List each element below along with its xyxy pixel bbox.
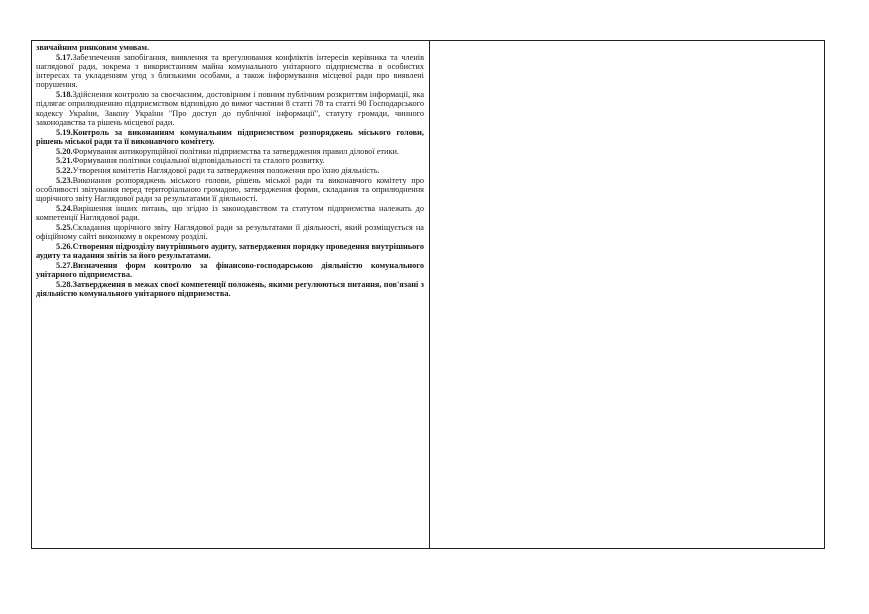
paragraph-5-19: 5.19.Контроль за виконанням комунальним підприємством розпоряджень міського голови, рішень міської ради та її виконавчого комітету. [36, 127, 424, 146]
paragraph-5-20: 5.20.Формування антикорупційної політики підприємства та затвердження правил ділової етики. [56, 146, 400, 156]
paragraph-5-26: 5.26.Створення підрозділу внутрішнього аудиту, затвердження порядку проведення внутрішнього аудиту та надання звітів за його результатами. [36, 242, 424, 261]
paragraph-5-21: 5.21.Формування політики соціальної відповідальності та сталого розвитку. [56, 156, 325, 166]
document-table [31, 40, 825, 549]
right-column [430, 41, 824, 548]
paragraph-5-17: 5.17.Забезпечення запобігання, виявлення та врегулювання конфліктів інтересів керівника та членів наглядової ради, зокрема з використанням майна комунального унітарного підприємства в особистих інтересах та укладенням угод з близькими особами, а також інформування місцевої ради про виявлені порушення. [36, 52, 424, 90]
paragraph-5-18: 5.18.Здійснення контролю за своєчасним, достовірним і повним публічним розкриттям інформації, яка підлягає оприлюдненню підприємством відповідно до вимог частини 8 статті 78 та статті 90 Господарського кодексу України, Закону України "Про доступ до публічної інформації", статуту громади, чинного законодавства та рішень місцевої ради. [36, 90, 424, 127]
paragraph-5-28: 5.28.Затвердження в межах своєї компетенції положень, якими регулюються питання, пов'язані з діяльністю комунального унітарного підприємства. [36, 280, 424, 299]
paragraph-5-25: 5.25.Складання щорічного звіту Наглядової ради за результатами її діяльності, який розміщується на офіційному сайті виконкому в окремому розділі. [36, 223, 424, 242]
left-column [32, 41, 430, 548]
paragraph-5-22: 5.22.Утворення комітетів Наглядової ради та затвердження положення про їхню діяльність. [56, 166, 380, 176]
paragraph-5-23: 5.23.Виконання розпоряджень міського голови, рішень міської ради та виконавчого комітету про особливості звітування перед територіальною громадою, затвердження форми, складання та оприлюднення щорічного звіту Наглядової ради за результатами її діяльності. [36, 176, 424, 204]
paragraph-5-24: 5.24.Вирішення інших питань, що згідно із законодавством та статутом підприємства належать до компетенції Наглядової ради. [36, 204, 424, 223]
paragraph-5-27: 5.27.Визначення форм контролю за фінансово-господарською діяльністю комунального унітарного підприємства. [36, 261, 424, 280]
paragraph-intro: звичайним ринковим умовам. [36, 43, 150, 52]
